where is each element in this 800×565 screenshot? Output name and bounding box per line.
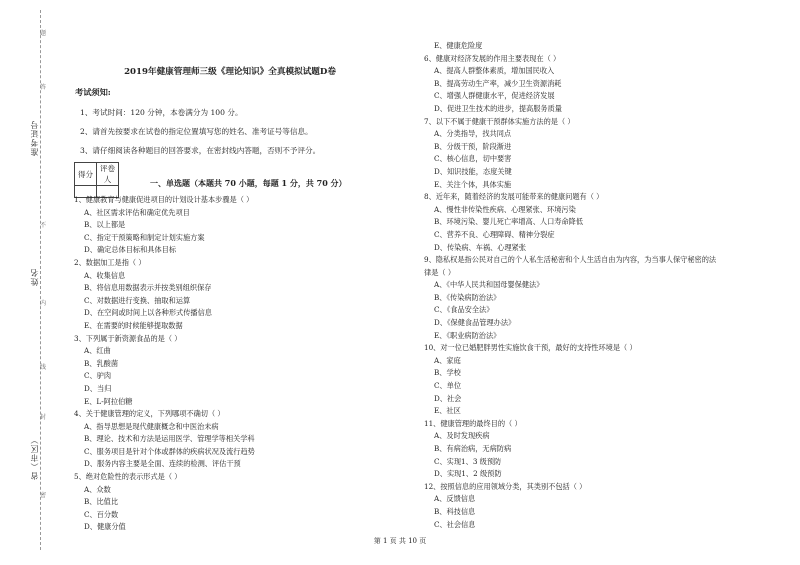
question-stem: 11、健康管理的最终目的（ ） [424, 418, 522, 428]
question-item [74, 257, 404, 333]
answer-option: C、营养不良、心理障碍、精神分裂症 [434, 229, 555, 239]
cut-mark: 线 [40, 364, 47, 371]
answer-option: B、有病治病，无病防病 [434, 444, 512, 453]
answer-option: B、乳酸菌 [84, 358, 119, 368]
answer-option: E、L-阿拉伯糖 [84, 396, 133, 406]
score-table [74, 162, 119, 198]
answer-option: E、《职业病防治法》 [434, 330, 501, 340]
answer-option: B、学校 [434, 368, 461, 378]
answer-option: A、众数 [84, 484, 111, 494]
answer-option: A、提高人群整体素质，增加国民收入 [434, 66, 555, 76]
page-footer: 第 1 页 共 10 页 [373, 537, 427, 545]
answer-option: C、指定干预策略和制定计划实施方案 [84, 232, 205, 242]
answer-option: A、收集信息 [84, 270, 126, 280]
answer-option: C、单位 [434, 381, 462, 391]
answer-option: B、分级干预，阶段渐进 [434, 141, 512, 151]
page-title: 2019年健康管理师三级《理论知识》全真模拟试题D卷 [124, 67, 336, 77]
province-label: 省（市区） [30, 435, 39, 480]
answer-option: D、《保健食品管理办法》 [434, 318, 516, 328]
question-stem: 12、按照信息的应用领域分类，其类别不包括（ ） [424, 481, 587, 491]
section-title: 一、单选题（本题共 70 小题，每题 1 分，共 70 分） [150, 178, 347, 188]
answer-option: C、增强人群健康水平，促进经济发展 [434, 91, 555, 101]
answer-option: C、实现1、3 级预防 [434, 456, 502, 466]
answer-option: B、提高劳动生产率，减少卫生资源消耗 [434, 78, 562, 88]
cut-mark: 题 [40, 30, 47, 37]
name-label: 姓名 [30, 268, 39, 286]
answer-option: B、环境污染、婴儿死亡率增高、人口寿命降低 [434, 217, 584, 227]
answer-option: A、家庭 [434, 355, 461, 365]
question-item [424, 191, 794, 254]
answer-option: C、对数据进行变换、抽取和运算 [84, 295, 191, 305]
cut-mark: 封 [40, 414, 47, 421]
answer-option: B、理论、技术和方法是运用医学、管理学等相关学科 [84, 434, 255, 444]
answer-option: D、社会 [434, 393, 462, 403]
question-item [424, 116, 794, 192]
answer-option: E、社区 [434, 406, 461, 416]
answer-option: D、知识技能，态度关键 [434, 166, 512, 176]
question-stem: 7、以下不属于健康干预群体实施方法的是（ ） [424, 116, 575, 126]
answer-option: A、反馈信息 [434, 494, 476, 504]
grader-header: 评卷人 [97, 163, 119, 186]
answer-option: D、实现1、2 级预防 [434, 469, 502, 479]
answer-option: A、《中华人民共和国母婴保健法》 [434, 280, 544, 290]
answer-option: C、核心信息，切中要害 [434, 154, 512, 164]
admission-number-label: 准考证号 [30, 120, 39, 156]
answer-option: C、服务项目是针对个体或群体的疾病状况及流行趋势 [84, 446, 255, 456]
answer-option: C、《食品安全法》 [434, 305, 494, 315]
answer-option: D、当归 [84, 383, 112, 393]
answer-option: D、确定总体目标和具体目标 [84, 245, 177, 255]
question-item [424, 481, 794, 531]
answer-option: D、在空间或时间上以各种形式传播信息 [84, 308, 212, 318]
question-stem: 8、近年来，随着经济的发展可能带来的健康问题有（ ） [424, 192, 604, 202]
question-stem: 4、关于健康管理的定义，下列哪项不确切（ ） [74, 409, 225, 419]
question-stem: 5、绝对危险性的表示形式是（ ） [74, 472, 182, 482]
question-item [424, 53, 794, 116]
question-item [424, 418, 794, 481]
question-item [74, 471, 404, 534]
cut-mark: 密 [40, 492, 47, 499]
answer-option: E、关注个体，具体实施 [434, 179, 512, 189]
answer-option: B、科技信息 [434, 506, 476, 516]
notice-item: 3、请仔细阅读各种题目的回答要求，在密封线内答题，否则不予评分。 [80, 146, 321, 155]
answer-option: A、分类指导，找共同点 [434, 129, 512, 139]
answer-option: E、健康危险度 [434, 41, 483, 50]
notice-item: 1、考试时间：120 分钟，本卷满分为 100 分。 [80, 108, 243, 117]
cut-mark: 答 [40, 84, 47, 91]
question-stem: 3、下列属于新资源食品的是（ ） [74, 333, 182, 343]
score-header: 得分 [75, 163, 97, 186]
question-item [424, 342, 794, 418]
answer-option: D、健康分值 [84, 522, 126, 532]
answer-option: D、促进卫生技术的进步，提高服务质量 [434, 103, 562, 113]
question-stem: 1、健康教育与健康促进项目的计划设计基本步骤是（ ） [74, 195, 254, 204]
answer-option: B、将信息用数据表示并按类别组织保存 [84, 283, 212, 293]
binding-margin [0, 0, 55, 565]
answer-option: D、传染病、车祸、心理紧张 [434, 242, 527, 252]
question-stem-continued: 律是（ ） [424, 267, 456, 277]
question-item [74, 194, 404, 257]
cut-mark: 内 [40, 300, 47, 307]
notice-heading: 考试须知: [75, 87, 111, 97]
answer-option: B、以上都是 [84, 220, 126, 230]
question-stem: 9、隐私权是指公民对自己的个人私生活秘密和个人生活自由为内容，为当事人保守秘密的法 [424, 255, 717, 265]
question-item [74, 408, 404, 471]
answer-option: E、在需要的时候能够提取数据 [84, 320, 183, 330]
right-question-column [424, 40, 794, 531]
answer-option: D、服务内容主要是全面、连续的检测、评估干预 [84, 459, 241, 469]
answer-option: A、红曲 [84, 346, 111, 356]
question-stem: 6、健康对经济发展的作用主要表现在（ ） [424, 53, 561, 63]
question-item [424, 40, 794, 53]
answer-option: C、驴肉 [84, 371, 112, 381]
question-item [424, 254, 794, 342]
answer-option: A、社区需求评估和确定优先项目 [84, 207, 190, 217]
left-question-column [74, 194, 404, 534]
cut-line [40, 10, 41, 550]
answer-option: C、百分数 [84, 509, 119, 519]
cut-mark: 不 [40, 222, 47, 229]
answer-option: A、及时发现疾病 [434, 431, 490, 441]
notice-item: 2、请首先按要求在试卷的指定位置填写您的姓名、准考证号等信息。 [80, 127, 313, 136]
answer-option: B、比值比 [84, 497, 119, 507]
answer-option: C、社会信息 [434, 519, 476, 529]
question-item [74, 333, 404, 409]
question-stem: 10、对一位已婚肥胖男性实施饮食干预，最好的支持性环境是（ ） [424, 343, 637, 353]
question-stem: 2、数据加工是指（ ） [74, 257, 146, 267]
answer-option: A、指导思想是现代健康概念和中医治未病 [84, 421, 219, 431]
answer-option: B、《传染病防治法》 [434, 292, 501, 302]
answer-option: A、慢性非传染性疾病、心理紧张、环境污染 [434, 204, 576, 214]
